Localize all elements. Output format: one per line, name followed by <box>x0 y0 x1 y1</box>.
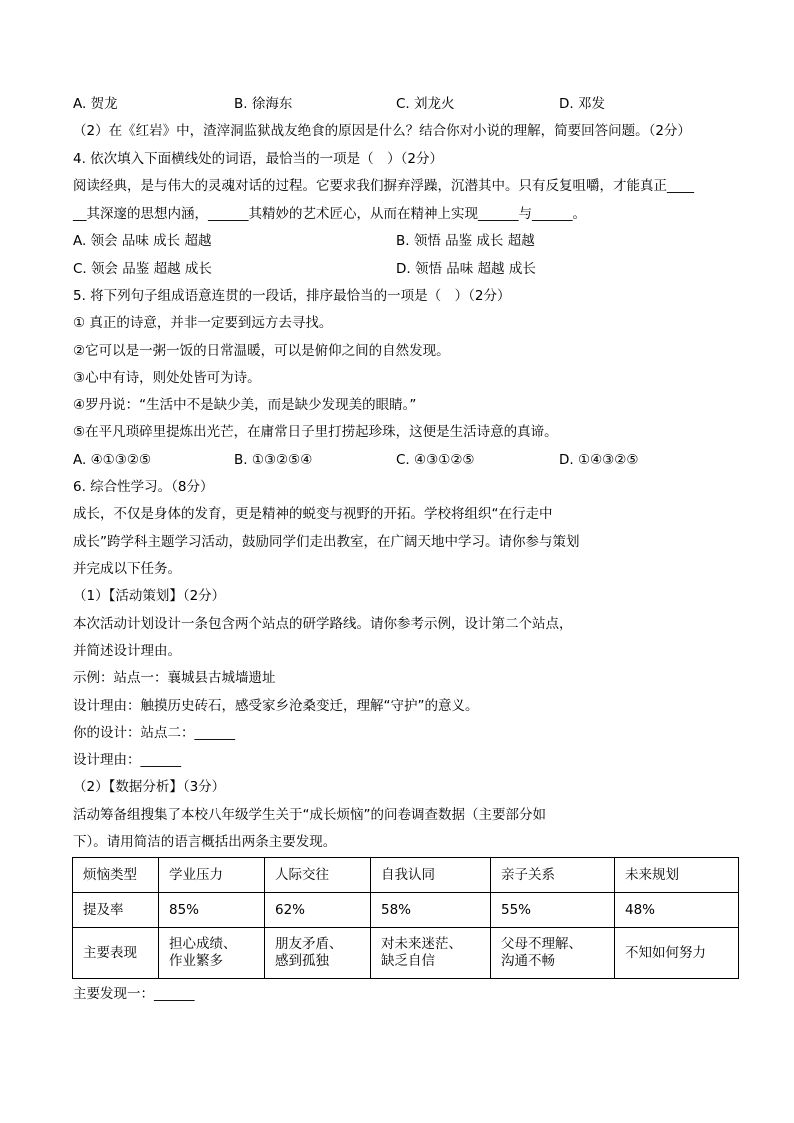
q4-stem: 4. 依次填入下面横线处的词语，最恰当的一项是（ ）（2分） <box>73 151 444 167</box>
cell-line: 对未来迷茫、 <box>381 936 462 952</box>
table-cell <box>159 928 265 979</box>
q4-passage-line-1: 阅读经典，是与伟大的灵魂对话的过程。它要求我们摒弃浮躁，沉潜其中。只有反复咀嚼，才能真正____ <box>73 178 694 194</box>
q6-stem: 6. 综合性学习。（8分） <box>73 479 214 495</box>
q4-option-d: D. 领悟 品味 超越 成长 <box>396 261 536 277</box>
q5-sentence-4: ④罗丹说：“生活中不是缺少美，而是缺少发现美的眼睛。” <box>73 397 417 413</box>
q6-intro-line-2: 成长”跨学科主题学习活动，鼓励同学们走出教室，在广阔天地中学习。请你参与策划 <box>73 534 580 550</box>
q5-option-d: D. ①④③②⑤ <box>559 452 639 468</box>
table-cell: 主要表现 <box>73 928 159 979</box>
table-cell: 85% <box>159 893 265 928</box>
q6-example-reason: 设计理由：触摸历史砖石，感受家乡沧桑变迁，理解“守护”的意义。 <box>73 698 479 714</box>
table-cell: 62% <box>265 893 371 928</box>
table-header-cell: 自我认同 <box>371 858 491 893</box>
q3-option-c: C. 刘龙火 <box>396 96 455 112</box>
table-header-cell: 烦恼类型 <box>73 858 159 893</box>
q5-sentence-3: ③心中有诗，则处处皆可为诗。 <box>73 370 261 386</box>
q6-intro-line-1: 成长，不仅是身体的发育，更是精神的蜕变与视野的开拓。学校将组织“在行走中 <box>73 506 553 522</box>
q3-option-d: D. 邓发 <box>559 96 605 112</box>
q5-option-b: B. ①③②⑤④ <box>234 452 313 468</box>
table-cell: 48% <box>615 893 739 928</box>
table-cell: 55% <box>491 893 615 928</box>
q4-option-b: B. 领悟 品鉴 成长 超越 <box>396 233 535 249</box>
table-header-cell: 人际交往 <box>265 858 371 893</box>
q6-intro-line-3: 并完成以下任务。 <box>73 561 181 577</box>
q3-option-b: B. 徐海东 <box>234 96 293 112</box>
survey-table <box>72 857 739 979</box>
q6-finding-1-blank: 主要发现一：______ <box>73 986 195 1002</box>
q5-option-a: A. ④①③②⑤ <box>73 452 152 468</box>
table-cell: 58% <box>371 893 491 928</box>
q6-part1-text-1: 本次活动计划设计一条包含两个站点的研学路线。请你参考示例，设计第二个站点， <box>73 616 573 632</box>
table-row-manifestation <box>73 928 739 979</box>
table-cell <box>371 928 491 979</box>
q5-sentence-2: ②它可以是一粥一饭的日常温暖，可以是俯仰之间的自然发现。 <box>73 343 450 359</box>
q5-sentence-1: ① 真正的诗意，并非一定要到远方去寻找。 <box>73 315 333 331</box>
cell-line: 朋友矛盾、 <box>275 936 343 952</box>
q6-part2-title: （2）【数据分析】（3分） <box>73 779 226 795</box>
q6-example-station: 示例：站点一：襄城县古城墙遗址 <box>73 670 276 686</box>
table-cell: 提及率 <box>73 893 159 928</box>
q5-stem: 5. 将下列句子组成语意连贯的一段话，排序最恰当的一项是（ ）（2分） <box>73 288 511 304</box>
cell-line: 担心成绩、 <box>169 936 237 952</box>
cell-line: 沟通不畅 <box>501 953 555 969</box>
cell-line: 不知如何努力 <box>625 944 706 961</box>
q6-part1-title: （1）【活动策划】（2分） <box>73 588 226 604</box>
table-row-mention-rate <box>73 893 739 928</box>
table-cell <box>615 928 739 979</box>
table-header-cell: 学业压力 <box>159 858 265 893</box>
q4-option-c: C. 领会 品鉴 超越 成长 <box>73 261 212 277</box>
q6-part2-text-2: 下）。请用简洁的语言概括出两条主要发现。 <box>73 834 337 850</box>
q6-part2-text-1: 活动筹备组搜集了本校八年级学生关于“成长烦恼”的问卷调查数据（主要部分如 <box>73 807 546 823</box>
q6-part1-text-2: 并简述设计理由。 <box>73 643 181 659</box>
table-cell <box>265 928 371 979</box>
table-header-cell: 未来规划 <box>615 858 739 893</box>
q4-passage-line-2: __其深邃的思想内涵，______其精妙的艺术匠心，从而在精神上实现______与______。 <box>73 206 586 222</box>
cell-line: 父母不理解、 <box>501 936 582 952</box>
cell-line: 感到孤独 <box>275 953 329 969</box>
q6-design-reason-blank: 设计理由：______ <box>73 752 181 768</box>
table-cell <box>491 928 615 979</box>
cell-line: 作业繁多 <box>169 953 223 969</box>
q3-option-a: A. 贺龙 <box>73 96 118 112</box>
table-header-row <box>73 858 739 893</box>
q5-option-c: C. ④③①②⑤ <box>396 452 475 468</box>
q3-subquestion-2: （2）在《红岩》中，渣滓洞监狱战友绝食的原因是什么？结合你对小说的理解，简要回答问题。（2分） <box>73 123 691 139</box>
q5-sentence-5: ⑤在平凡琐碎里提炼出光芒，在庸常日子里打捞起珍珠，这便是生活诗意的真谛。 <box>73 424 558 440</box>
q4-option-a: A. 领会 品味 成长 超越 <box>73 233 212 249</box>
q6-your-design-blank: 你的设计：站点二：______ <box>73 725 235 741</box>
cell-line: 缺乏自信 <box>381 953 435 969</box>
table-header-cell: 亲子关系 <box>491 858 615 893</box>
